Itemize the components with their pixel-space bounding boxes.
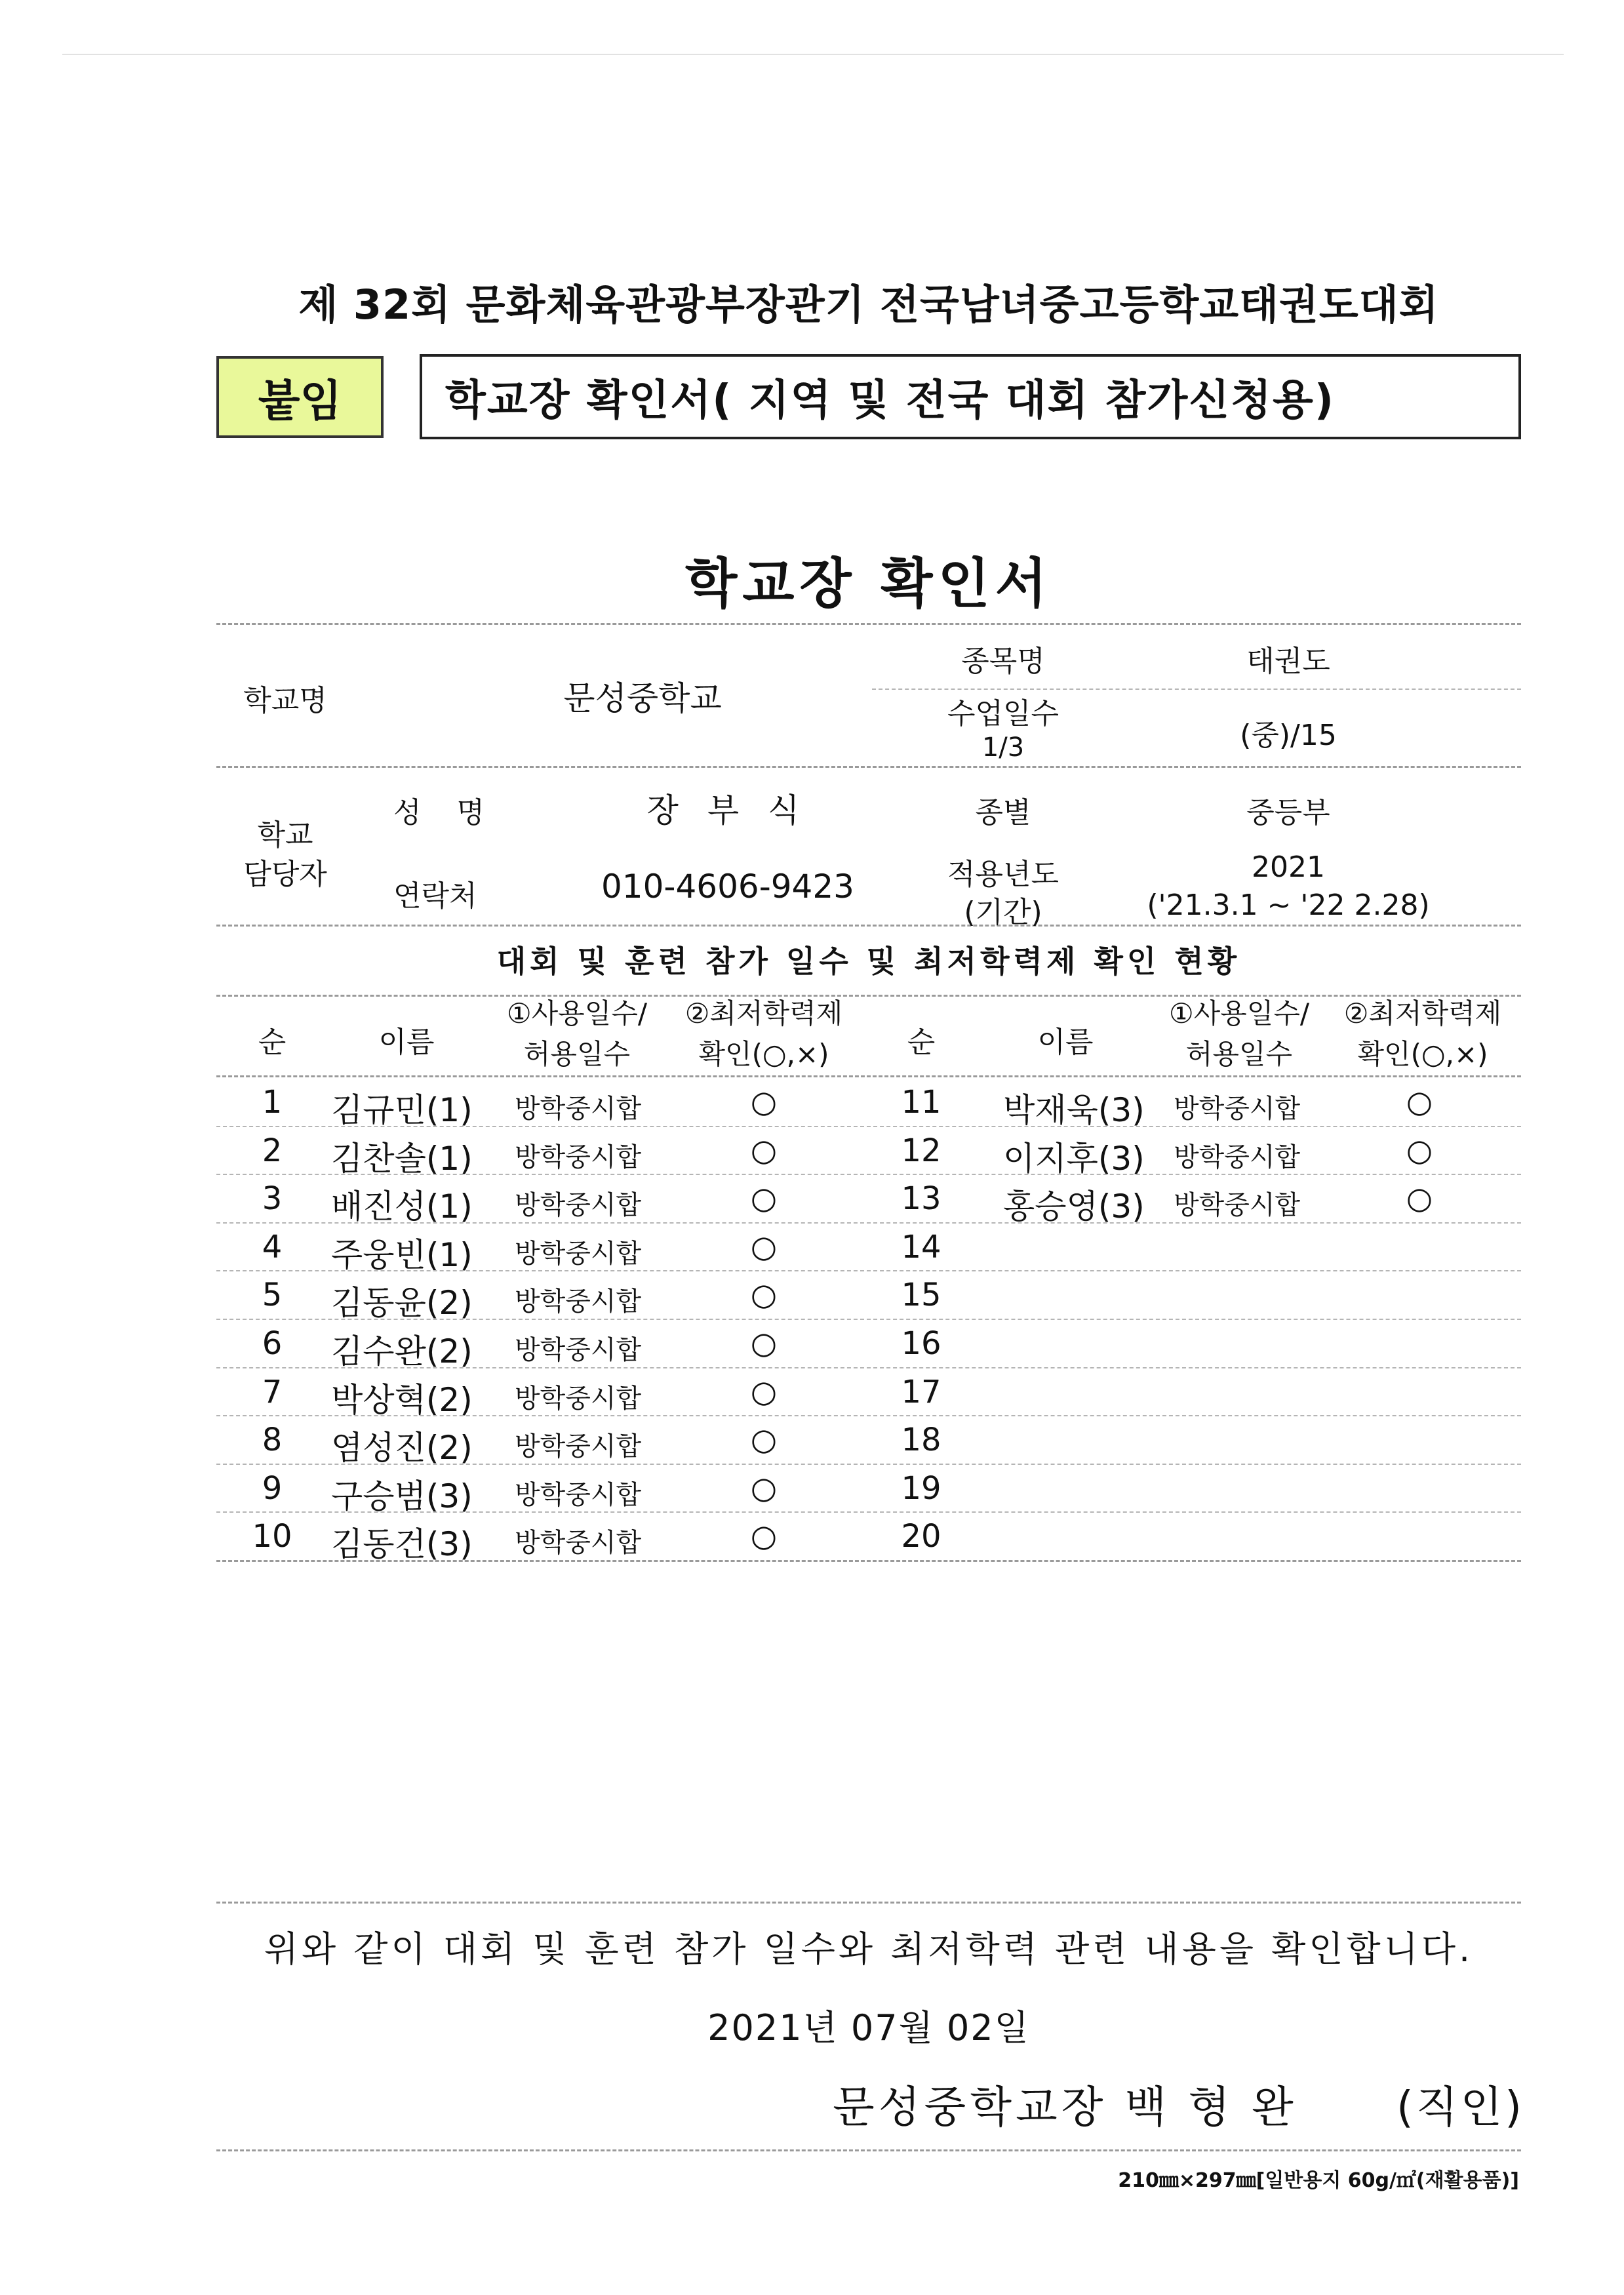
confirmation-date: 2021년 07월 02일: [707, 2007, 1030, 2048]
official-seal: (직인): [1396, 2082, 1525, 2132]
participant-name: 홍승영(3): [1003, 1187, 1145, 1226]
row-number: 19: [901, 1469, 941, 1507]
days-used: 방학중시합: [515, 1238, 642, 1269]
row-number: 18: [901, 1422, 941, 1459]
principal-signature: 문성중학교장 백 형 완: [833, 2082, 1297, 2132]
row-number: 15: [901, 1277, 941, 1314]
section-title: 대회 및 훈련 참가 일수 및 최저학력제 확인 현황: [496, 944, 1241, 979]
rule: [216, 766, 1521, 768]
row-number: 7: [262, 1373, 283, 1410]
days-used: 방학중시합: [515, 1287, 642, 1317]
division-label: 종별: [975, 796, 1031, 829]
col-check-1: ②최저학력제: [1343, 997, 1502, 1029]
top-rule: [62, 54, 1564, 55]
table-row: [216, 1511, 1521, 1564]
name-label: 성 명: [393, 796, 498, 829]
participant-name: 박상혁(2): [331, 1380, 473, 1419]
table-row: [216, 1174, 1521, 1226]
min-academic-check: ○: [750, 1469, 778, 1506]
name-value: 장 부 식: [646, 791, 809, 829]
rule: [216, 1902, 1521, 1904]
row-number: 8: [262, 1422, 283, 1459]
row-number: 4: [262, 1228, 283, 1266]
days-used: 방학중시합: [515, 1479, 642, 1510]
manager-label-2: 담당자: [243, 858, 327, 891]
document-subtitle: 학교장 확인서( 지역 및 전국 대회 참가신청용): [420, 354, 1521, 439]
min-academic-check: ○: [1406, 1132, 1433, 1168]
participant-name: 김동건(3): [331, 1525, 473, 1564]
days-used: 방학중시합: [515, 1528, 642, 1559]
min-academic-check: ○: [750, 1422, 778, 1458]
days-used: 방학중시합: [515, 1383, 642, 1414]
table-row: [216, 1222, 1521, 1274]
row-number: 17: [901, 1373, 941, 1410]
class-days-sub: 1/3: [981, 732, 1025, 763]
event-label: 종목명: [961, 645, 1045, 678]
participant-name: 김규민(1): [331, 1091, 473, 1129]
col-check-1: ②최저학력제: [684, 997, 843, 1029]
row-number: 14: [901, 1228, 941, 1266]
row-number: 9: [262, 1469, 283, 1507]
attachment-badge: 붙임: [216, 356, 384, 438]
participant-name: 김동윤(2): [331, 1284, 473, 1323]
document-title: 학교장 확인서: [685, 553, 1052, 615]
table-row: [216, 1126, 1521, 1178]
manager-label-1: 학교: [257, 818, 313, 852]
paper-spec: 210㎜×297㎜[일반용지 60g/㎡(재활용품)]: [1118, 2169, 1519, 2192]
participant-name: 김수완(2): [331, 1332, 473, 1370]
min-academic-check: ○: [750, 1180, 778, 1216]
confirmation-statement: 위와 같이 대회 및 훈련 참가 일수와 최저학력 관련 내용을 확인합니다.: [264, 1928, 1474, 1970]
min-academic-check: ○: [750, 1228, 778, 1264]
col-days-2: 허용일수: [1185, 1038, 1293, 1070]
col-no: 순: [907, 1026, 936, 1059]
col-days-1: ①사용일수/: [506, 997, 648, 1029]
row-number: 6: [262, 1325, 283, 1362]
table-row: [216, 1415, 1521, 1467]
min-academic-check: ○: [1406, 1180, 1433, 1216]
min-academic-check: ○: [750, 1277, 778, 1313]
col-name: 이름: [1037, 1026, 1094, 1059]
event-title: 제 32회 문화체육관광부장관기 전국남녀중고등학교태권도대회: [298, 281, 1439, 329]
col-name: 이름: [378, 1026, 435, 1059]
school-name-label: 학교명: [243, 684, 327, 717]
table-row: [216, 1464, 1521, 1515]
class-days-label: 수업일수: [947, 697, 1059, 730]
col-days-1: ①사용일수/: [1168, 997, 1310, 1029]
row-number: 11: [901, 1084, 941, 1121]
participant-name: 박재욱(3): [1003, 1091, 1145, 1129]
min-academic-check: ○: [750, 1132, 778, 1168]
min-academic-check: ○: [750, 1325, 778, 1361]
table-row: [216, 1319, 1521, 1370]
year-period: ('21.3.1 ~ '22 2.28): [1147, 888, 1430, 922]
row-number: 20: [901, 1518, 941, 1555]
days-used: 방학중시합: [515, 1431, 642, 1462]
row-number: 2: [262, 1132, 283, 1169]
col-days-2: 허용일수: [523, 1038, 631, 1070]
row-number: 12: [901, 1132, 941, 1169]
participant-name: 김찬솔(1): [331, 1139, 473, 1178]
col-check-2: 확인(○,×): [698, 1038, 829, 1070]
row-number: 3: [262, 1180, 283, 1218]
days-used: 방학중시합: [1174, 1190, 1301, 1221]
year-value: 2021: [1252, 850, 1325, 884]
participant-name: 주웅빈(1): [331, 1235, 473, 1274]
days-used: 방학중시합: [515, 1142, 642, 1172]
days-used: 방학중시합: [515, 1094, 642, 1124]
days-used: 방학중시합: [1174, 1094, 1301, 1124]
year-label: 적용년도: [947, 858, 1059, 891]
days-used: 방학중시합: [515, 1190, 642, 1221]
year-label-sub: (기간): [964, 896, 1042, 929]
table-row: [216, 1270, 1521, 1323]
table-row: [216, 1077, 1521, 1129]
table-row: [216, 1367, 1521, 1419]
col-check-2: 확인(○,×): [1357, 1038, 1488, 1070]
school-name-value: 문성중학교: [563, 679, 722, 717]
rule: [216, 1560, 1521, 1562]
row-number: 13: [901, 1180, 941, 1218]
col-no: 순: [258, 1026, 287, 1059]
participant-name: 구승범(3): [331, 1477, 473, 1515]
row-number: 1: [262, 1084, 283, 1121]
rule: [216, 925, 1521, 927]
row-number: 5: [262, 1277, 283, 1314]
rule: [216, 2149, 1521, 2151]
days-used: 방학중시합: [515, 1335, 642, 1365]
days-used: 방학중시합: [1174, 1142, 1301, 1172]
rule: [216, 623, 1521, 625]
min-academic-check: ○: [750, 1518, 778, 1554]
division-value: 중등부: [1246, 796, 1330, 829]
event-value: 태권도: [1246, 645, 1330, 678]
contact-label: 연락처: [393, 879, 477, 913]
min-academic-check: ○: [1406, 1084, 1433, 1119]
contact-value: 010-4606-9423: [601, 868, 854, 906]
participant-name: 이지후(3): [1003, 1139, 1145, 1178]
participant-name: 배진성(1): [331, 1187, 473, 1226]
row-number: 10: [252, 1518, 292, 1555]
min-academic-check: ○: [750, 1373, 778, 1409]
row-number: 16: [901, 1325, 941, 1362]
class-days-value: (중)/15: [1240, 719, 1337, 752]
min-academic-check: ○: [750, 1084, 778, 1119]
participant-name: 염성진(2): [331, 1429, 473, 1467]
